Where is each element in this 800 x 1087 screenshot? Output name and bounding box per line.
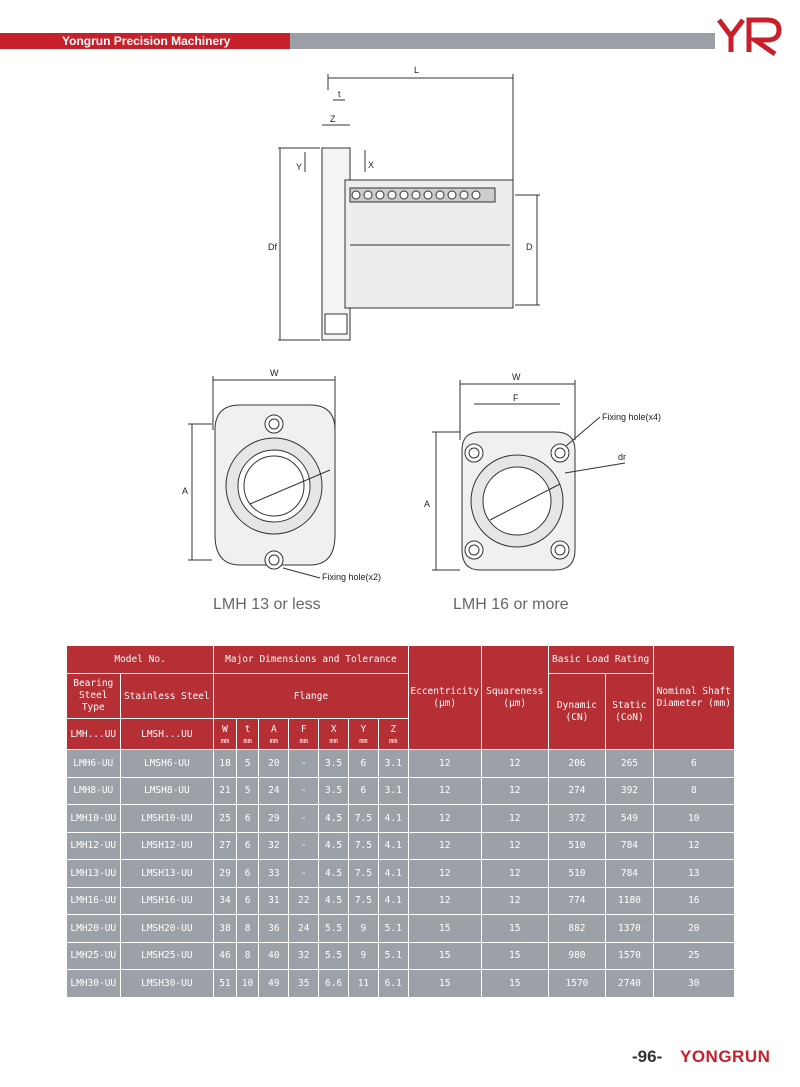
dim-A-small-label: A: [182, 486, 189, 496]
dim-X-label: X: [368, 160, 375, 170]
table-cell: 784: [606, 860, 653, 888]
table-cell: 18: [214, 750, 237, 778]
table-cell: 1570: [606, 942, 653, 970]
side-view-drawing: [278, 74, 540, 340]
table-cell: LMSH25-UU: [120, 942, 214, 970]
table-cell: 274: [548, 777, 606, 805]
table-cell: 32: [259, 832, 289, 860]
table-cell: 3.1: [378, 750, 408, 778]
table-cell: 38: [214, 915, 237, 943]
table-row: [67, 887, 735, 915]
table-cell: LMSH30-UU: [120, 970, 214, 998]
table-cell: -: [289, 750, 319, 778]
table-cell: 20: [259, 750, 289, 778]
table-cell: LMH13-UU: [67, 860, 121, 888]
table-cell: LMH8-UU: [67, 777, 121, 805]
table-cell: 12: [408, 805, 481, 833]
table-cell: LMSH20-UU: [120, 915, 214, 943]
table-cell: 5: [236, 750, 259, 778]
table-cell: 8: [236, 915, 259, 943]
dim-W-small-label: W: [270, 368, 279, 378]
table-row: [67, 777, 735, 805]
th-squareness: Squareness (μm): [481, 646, 548, 750]
table-cell: 29: [259, 805, 289, 833]
table-cell: 36: [259, 915, 289, 943]
table-row: [67, 805, 735, 833]
table-cell: LMSH8-UU: [120, 777, 214, 805]
th-lmh: LMH...UU: [67, 719, 121, 750]
table-cell: -: [289, 832, 319, 860]
th-col-a: A mm: [259, 719, 289, 750]
table-cell: 549: [606, 805, 653, 833]
caption-lmh13: LMH 13 or less: [213, 596, 321, 613]
dim-A-large-label: A: [424, 499, 431, 509]
table-cell: 7.5: [349, 860, 379, 888]
th-eccentricity: Eccentricity (μm): [408, 646, 481, 750]
table-cell: 12: [481, 887, 548, 915]
th-flange: Flange: [214, 674, 409, 719]
table-cell: 4.1: [378, 887, 408, 915]
table-cell: 15: [481, 942, 548, 970]
dim-D-label: D: [526, 242, 533, 252]
table-cell: 25: [214, 805, 237, 833]
fixing-hole-x4-label: Fixing hole(x4): [602, 412, 662, 422]
table-cell: 49: [259, 970, 289, 998]
table-cell: LMH20-UU: [67, 915, 121, 943]
table-cell: 40: [259, 942, 289, 970]
front-view-small-drawing: [188, 376, 335, 578]
table-cell: 510: [548, 860, 606, 888]
table-cell: 206: [548, 750, 606, 778]
table-cell: 12: [408, 860, 481, 888]
table-cell: 7.5: [349, 805, 379, 833]
table-cell: 7.5: [349, 887, 379, 915]
table-cell: 6: [236, 860, 259, 888]
table-cell: 6: [653, 750, 734, 778]
table-cell: 24: [289, 915, 319, 943]
table-cell: 3.1: [378, 777, 408, 805]
dim-Df-label: Df: [268, 242, 277, 252]
table-cell: 4.5: [319, 887, 349, 915]
dim-F-label: F: [513, 393, 519, 403]
table-cell: 15: [408, 970, 481, 998]
table-cell: 6: [236, 832, 259, 860]
table-cell: 31: [259, 887, 289, 915]
table-cell: 13: [653, 860, 734, 888]
table-row: [67, 970, 735, 998]
table-cell: -: [289, 777, 319, 805]
table-cell: 1570: [548, 970, 606, 998]
table-cell: 12: [481, 777, 548, 805]
table-cell: LMSH16-UU: [120, 887, 214, 915]
table-cell: 3.5: [319, 777, 349, 805]
table-cell: 4.5: [319, 832, 349, 860]
footer-brand: YONGRUN: [680, 1047, 771, 1066]
page-number: -96-: [632, 1047, 663, 1066]
table-cell: 29: [214, 860, 237, 888]
spec-table-body: [67, 750, 735, 998]
table-cell: 882: [548, 915, 606, 943]
table-row: [67, 915, 735, 943]
table-cell: 6: [236, 887, 259, 915]
table-cell: 32: [289, 942, 319, 970]
table-cell: 25: [653, 942, 734, 970]
table-row: [67, 942, 735, 970]
table-cell: 774: [548, 887, 606, 915]
front-view-large-drawing: [432, 380, 625, 570]
table-cell: 6.6: [319, 970, 349, 998]
table-cell: 784: [606, 832, 653, 860]
technical-drawings: [0, 60, 800, 620]
th-col-w: W mm: [214, 719, 237, 750]
th-model-no: Model No.: [67, 646, 214, 674]
table-cell: 20: [653, 915, 734, 943]
table-cell: 3.5: [319, 750, 349, 778]
table-cell: LMSH10-UU: [120, 805, 214, 833]
table-row: [67, 860, 735, 888]
header-title: Yongrun Precision Machinery: [62, 34, 231, 48]
table-cell: 6: [349, 777, 379, 805]
table-cell: LMSH13-UU: [120, 860, 214, 888]
table-cell: 12: [408, 777, 481, 805]
th-major-dimensions: Major Dimensions and Tolerance: [214, 646, 409, 674]
table-cell: 7.5: [349, 832, 379, 860]
table-cell: LMH12-UU: [67, 832, 121, 860]
table-cell: 16: [653, 887, 734, 915]
table-cell: 5.1: [378, 915, 408, 943]
table-cell: LMSH6-UU: [120, 750, 214, 778]
table-cell: -: [289, 860, 319, 888]
table-cell: LMH30-UU: [67, 970, 121, 998]
table-cell: 8: [236, 942, 259, 970]
table-cell: 1370: [606, 915, 653, 943]
table-cell: 510: [548, 832, 606, 860]
table-cell: 21: [214, 777, 237, 805]
dim-dr-label: dr: [618, 452, 627, 462]
table-cell: 12: [481, 805, 548, 833]
table-cell: -: [289, 805, 319, 833]
table-cell: 35: [289, 970, 319, 998]
table-cell: 12: [408, 832, 481, 860]
table-cell: 15: [481, 915, 548, 943]
table-cell: 34: [214, 887, 237, 915]
table-cell: 4.5: [319, 860, 349, 888]
table-cell: 30: [653, 970, 734, 998]
dim-W-large-label: W: [512, 372, 521, 382]
table-cell: 51: [214, 970, 237, 998]
table-cell: 12: [408, 887, 481, 915]
table-cell: 6: [236, 805, 259, 833]
th-dynamic: Dynamic (CN): [548, 674, 606, 750]
table-cell: 980: [548, 942, 606, 970]
th-static: Static (CoN): [606, 674, 653, 750]
table-cell: LMH16-UU: [67, 887, 121, 915]
table-cell: 15: [481, 970, 548, 998]
table-cell: 15: [408, 915, 481, 943]
table-cell: 5.5: [319, 942, 349, 970]
table-cell: 24: [259, 777, 289, 805]
fixing-hole-x2-label: Fixing hole(x2): [322, 572, 382, 582]
table-cell: 265: [606, 750, 653, 778]
th-basic-load-rating: Basic Load Rating: [548, 646, 653, 674]
th-lmsh: LMSH...UU: [120, 719, 214, 750]
table-cell: 9: [349, 942, 379, 970]
table-cell: 9: [349, 915, 379, 943]
table-cell: 5.1: [378, 942, 408, 970]
header-grey-bar: [290, 33, 715, 49]
table-cell: 372: [548, 805, 606, 833]
table-cell: 4.1: [378, 860, 408, 888]
th-stainless-steel: Stainless Steel: [120, 674, 214, 719]
table-cell: 6: [349, 750, 379, 778]
table-cell: 12: [481, 860, 548, 888]
spec-table: [66, 645, 735, 998]
th-col-x: X mm: [319, 719, 349, 750]
table-cell: 33: [259, 860, 289, 888]
table-row: [67, 832, 735, 860]
table-cell: 22: [289, 887, 319, 915]
th-col-z: Z mm: [378, 719, 408, 750]
table-cell: 6.1: [378, 970, 408, 998]
table-cell: 15: [408, 942, 481, 970]
dim-t-label: t: [338, 89, 341, 99]
table-cell: 12: [481, 832, 548, 860]
th-col-t: t mm: [236, 719, 259, 750]
table-cell: 4.5: [319, 805, 349, 833]
table-cell: 10: [236, 970, 259, 998]
th-col-f: F mm: [289, 719, 319, 750]
table-cell: LMSH12-UU: [120, 832, 214, 860]
table-cell: 1180: [606, 887, 653, 915]
th-col-y: Y mm: [349, 719, 379, 750]
table-cell: LMH10-UU: [67, 805, 121, 833]
caption-lmh16: LMH 16 or more: [453, 596, 569, 613]
table-cell: 4.1: [378, 832, 408, 860]
table-cell: 12: [408, 750, 481, 778]
table-cell: 392: [606, 777, 653, 805]
yongrun-logo-icon: [715, 14, 785, 58]
table-cell: 12: [653, 832, 734, 860]
table-cell: 11: [349, 970, 379, 998]
th-bearing-steel-type: Bearing Steel Type: [67, 674, 121, 719]
table-cell: 4.1: [378, 805, 408, 833]
table-cell: 2740: [606, 970, 653, 998]
table-cell: LMH25-UU: [67, 942, 121, 970]
table-cell: LMH6-UU: [67, 750, 121, 778]
table-cell: 8: [653, 777, 734, 805]
th-nominal-shaft: Nominal Shaft Diameter (mm): [653, 646, 734, 750]
table-cell: 5: [236, 777, 259, 805]
dim-L-label: L: [414, 65, 420, 75]
table-cell: 46: [214, 942, 237, 970]
table-row: [67, 750, 735, 778]
dim-Z-label: Z: [330, 114, 336, 124]
table-cell: 12: [481, 750, 548, 778]
table-cell: 27: [214, 832, 237, 860]
dim-Y-label: Y: [296, 162, 303, 172]
table-cell: 10: [653, 805, 734, 833]
table-cell: 5.5: [319, 915, 349, 943]
